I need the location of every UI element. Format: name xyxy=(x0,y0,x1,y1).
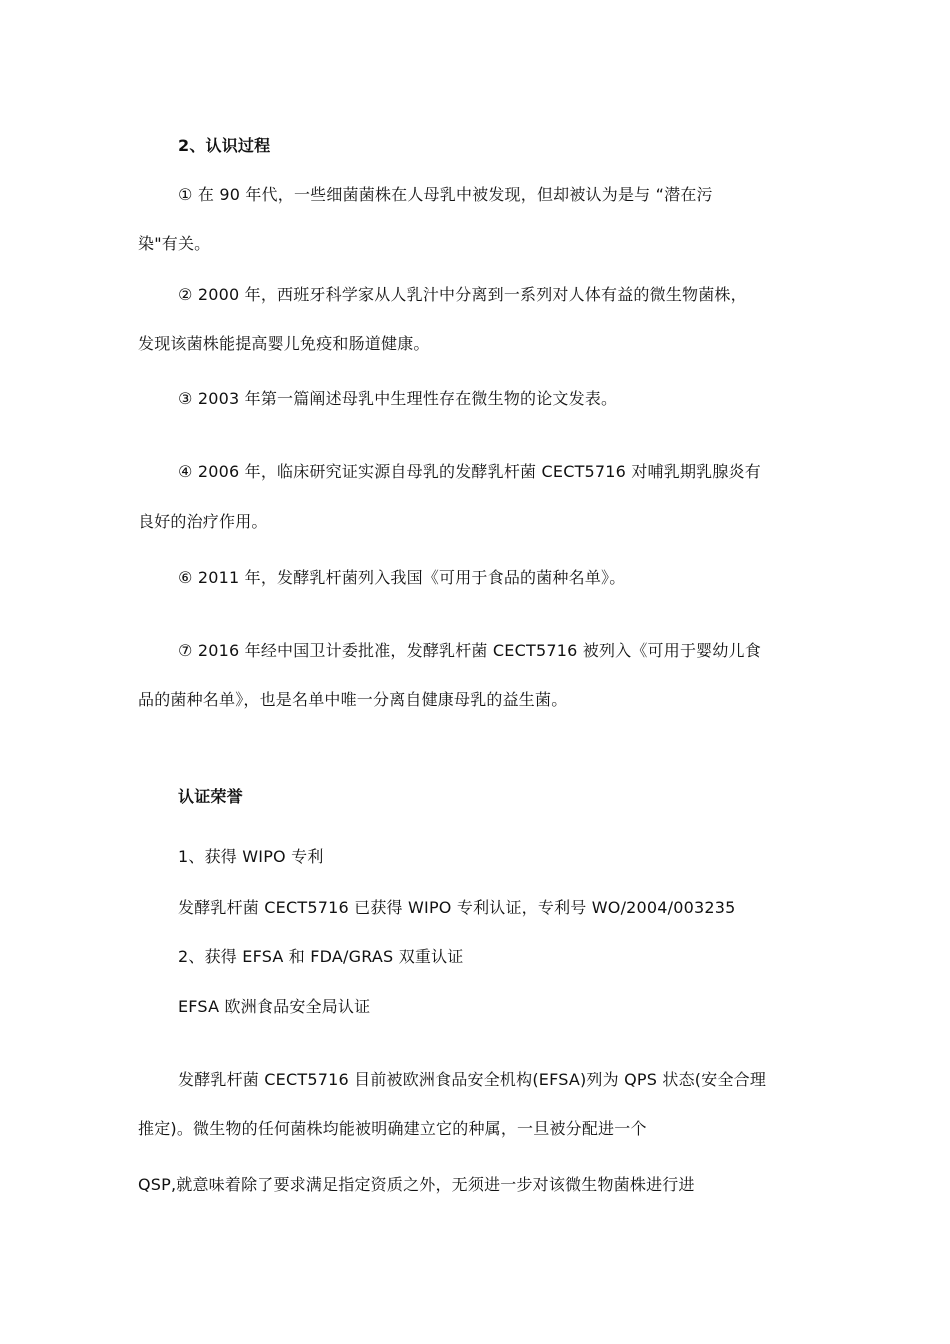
honor-line-1: 1、获得 WIPO 专利 xyxy=(178,847,324,866)
list-item-1-line-2: 染"有关。 xyxy=(138,234,211,253)
list-item-2-line-1: ② 2000 年，西班牙科学家从人乳汁中分离到一系列对人体有益的微生物菌株， xyxy=(178,285,747,304)
efsa-paragraph-line-3: QSP,就意味着除了要求满足指定资质之外，无须进一步对该微生物菌株进行进 xyxy=(138,1175,695,1194)
list-item-4-line-1: ④ 2006 年，临床研究证实源自母乳的发酵乳杆菌 CECT5716 对哺乳期乳腺炎有 xyxy=(178,462,761,481)
honor-line-4: EFSA 欧洲食品安全局认证 xyxy=(178,997,371,1016)
section-heading-honors: 认证荣誉 xyxy=(178,787,243,806)
list-item-1-line-1: ① 在 90 年代，一些细菌菌株在人母乳中被发现，但却被认为是与 “潜在污 xyxy=(178,185,713,204)
list-item-7-line-2: 品的菌种名单》，也是名单中唯一分离自健康母乳的益生菌。 xyxy=(138,690,568,709)
honor-line-3: 2、获得 EFSA 和 FDA/GRAS 双重认证 xyxy=(178,947,464,966)
list-item-6-line-1: ⑥ 2011 年，发酵乳杆菌列入我国《可用于食品的菌种名单》。 xyxy=(178,568,626,587)
list-item-2-line-2: 发现该菌株能提高婴儿免疫和肠道健康。 xyxy=(138,334,430,353)
efsa-paragraph-line-1: 发酵乳杆菌 CECT5716 目前被欧洲食品安全机构(EFSA)列为 QPS 状态(安全合理 xyxy=(178,1070,767,1089)
list-item-4-line-2: 良好的治疗作用。 xyxy=(138,512,268,531)
section-heading-recognition: 2、认识过程 xyxy=(178,136,271,155)
list-item-7-line-1: ⑦ 2016 年经中国卫计委批准，发酵乳杆菌 CECT5716 被列入《可用于婴幼儿食 xyxy=(178,641,761,660)
efsa-paragraph-line-2: 推定)。微生物的任何菌株均能被明确建立它的种属，一旦被分配进一个 xyxy=(138,1119,647,1138)
list-item-3-line-1: ③ 2003 年第一篇阐述母乳中生理性存在微生物的论文发表。 xyxy=(178,389,618,408)
honor-line-2: 发酵乳杆菌 CECT5716 已获得 WIPO 专利认证，专利号 WO/2004/003235 xyxy=(178,898,736,917)
